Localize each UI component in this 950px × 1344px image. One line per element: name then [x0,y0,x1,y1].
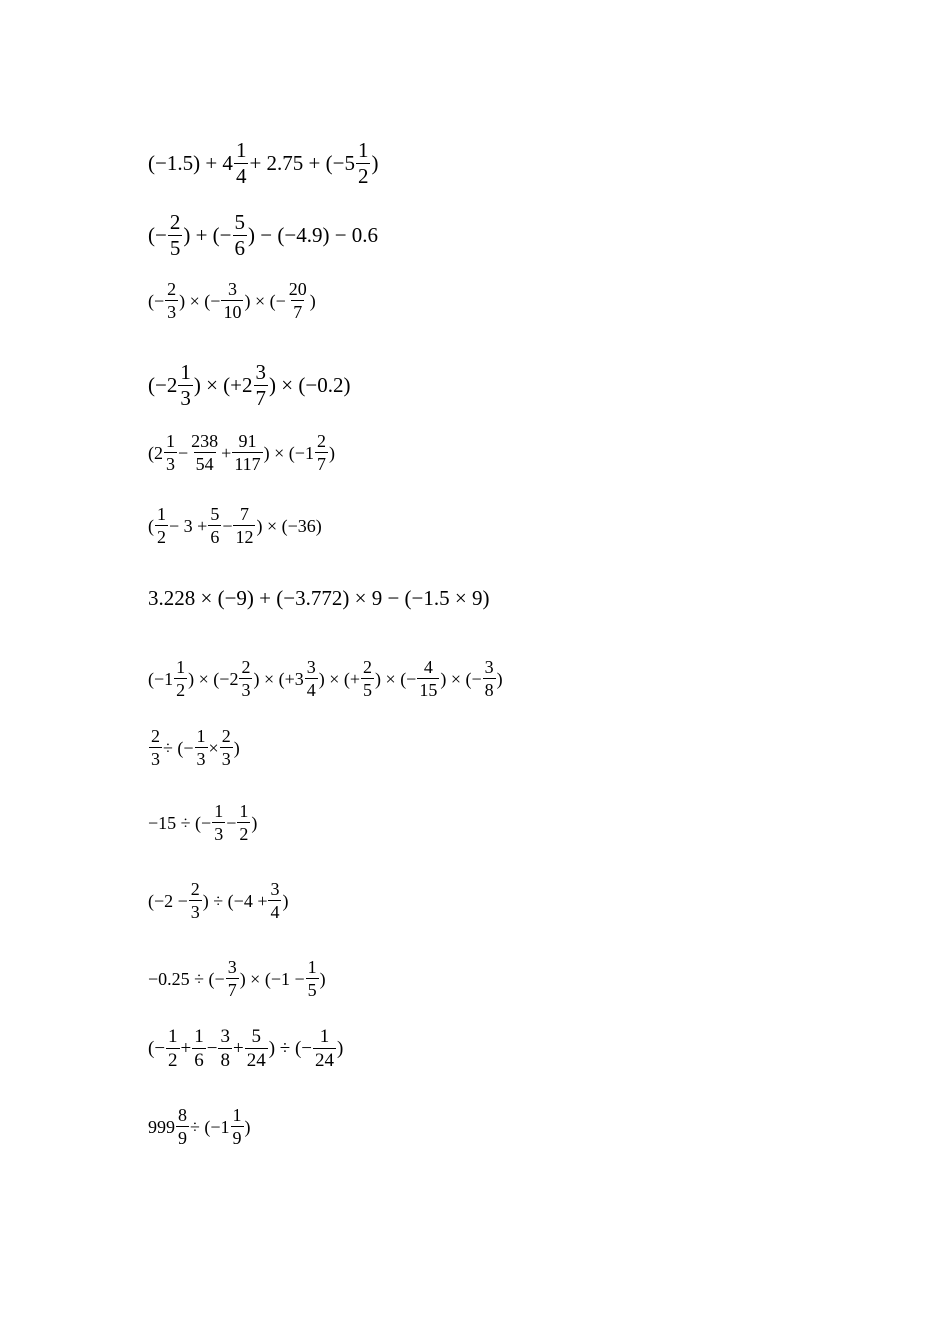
expression-text: ) [244,1116,251,1137]
fraction [164,432,177,473]
fraction [189,432,220,473]
fraction [155,505,168,546]
fraction-numerator: 4 [423,657,433,677]
fraction-denominator: 8 [484,680,494,700]
fraction [220,727,233,768]
fraction [174,658,187,699]
fraction-numerator: 1 [176,657,186,677]
fraction-denominator: 3 [151,749,160,769]
fraction [232,432,262,473]
fraction-numerator: 1 [194,1026,204,1047]
fraction [168,212,183,259]
fraction-denominator: 12 [235,527,254,547]
fraction-denominator: 2 [176,680,186,700]
fraction-denominator: 3 [190,902,200,922]
fraction-numerator: 2 [151,726,160,746]
expression-text: ) ÷ (− [268,1038,313,1059]
fraction-denominator: 2 [239,824,249,844]
fraction-numerator: 1 [319,1026,330,1047]
fraction [192,1027,206,1070]
fraction [231,1106,244,1147]
expression-text: ) × (− [375,668,417,689]
expression-text: 3.228 × (−9) + (−3.772) × 9 − (−1.5 × 9) [148,586,490,610]
fraction-denominator: 4 [270,902,280,922]
fraction [239,658,252,699]
expression-text: ÷ (−1 [190,1116,230,1137]
expression-text: (−2 [148,373,178,397]
fraction-numerator: 1 [235,138,247,162]
fraction-numerator: 1 [232,1105,242,1125]
fraction-denominator: 3 [214,824,224,844]
fraction-denominator: 10 [223,302,242,322]
fraction-denominator: 6 [194,1050,204,1071]
fraction [233,505,255,546]
expression-3 [148,280,316,321]
expression-4 [148,362,350,409]
expression-text: −0.25 ÷ (− [148,968,225,989]
fraction [212,802,225,843]
fraction-numerator: 2 [169,210,181,234]
fraction-numerator: 1 [196,726,206,746]
expression-text: − [206,1038,218,1059]
expression-text: 999 [148,1116,175,1137]
expression-11 [148,880,288,921]
fraction [287,280,309,321]
expression-text: ) + (− [183,223,232,247]
fraction [254,362,269,409]
expression-text: + 2.75 + (−5 [249,151,355,175]
expression-text: ) [496,668,503,689]
fraction-denominator: 9 [232,1128,242,1148]
expression-text: − [226,812,237,833]
fraction-numerator: 3 [270,879,280,899]
expression-6 [148,505,322,546]
expression-text: ) × (−1 − [239,968,305,989]
fraction [195,727,208,768]
fraction [178,362,193,409]
fraction-numerator: 20 [288,279,307,299]
expression-9 [148,727,240,768]
expression-12 [148,958,326,999]
fraction [165,280,178,321]
expression-7 [148,588,489,609]
fraction-numerator: 2 [167,279,177,299]
expression-text: ) × (− [179,290,221,311]
expression-text: ) × (−1 [263,442,314,463]
fraction-numerator: 5 [251,1026,261,1047]
fraction-numerator: 3 [220,1026,230,1047]
fraction-numerator: 3 [306,657,316,677]
expression-text: ) − (−4.9) − 0.6 [248,223,379,247]
fraction-numerator: 1 [239,801,249,821]
expression-text: ) [328,442,335,463]
fraction-numerator: 1 [214,801,224,821]
fraction-denominator: 24 [315,1050,335,1071]
fraction-numerator: 3 [255,360,267,384]
fraction-numerator: 1 [166,431,175,451]
expression-text: ) [319,968,326,989]
expression-text: (−2 − [148,890,188,911]
fraction-denominator: 3 [241,680,251,700]
fraction [176,1106,189,1147]
fraction [268,880,281,921]
expression-10 [148,802,257,843]
fraction-numerator: 1 [168,1026,178,1047]
fraction [315,432,328,473]
expression-2 [148,212,378,259]
expression-text: + [180,1038,192,1059]
fraction-denominator: 3 [196,749,206,769]
fraction [221,280,243,321]
fraction-numerator: 2 [221,726,231,746]
expression-text: + [232,1038,244,1059]
fraction-denominator: 6 [234,236,246,260]
fraction [417,658,439,699]
expression-text: + [221,442,232,463]
expression-8 [148,658,503,699]
fraction-denominator: 2 [168,1050,178,1071]
expression-text: (− [148,1038,166,1059]
fraction-numerator: 8 [178,1105,187,1125]
fraction [245,1027,268,1070]
fraction-numerator: 2 [363,657,373,677]
expression-text: ) [309,290,316,311]
expression-text: ) ÷ (−4 + [202,890,268,911]
fraction [237,802,250,843]
expression-text: ) [337,1038,344,1059]
expression-text: ) × (−0.2) [269,373,351,397]
fraction-denominator: 3 [167,302,177,322]
fraction-denominator: 2 [357,164,369,188]
expression-text: (−1 [148,668,174,689]
fraction-denominator: 7 [255,386,267,410]
fraction-denominator: 7 [227,980,237,1000]
expression-text: ) [371,151,379,175]
fraction-numerator: 2 [241,657,251,677]
expression-text: ) × (− [244,290,286,311]
expression-text: ) × (+3 [253,668,304,689]
expression-text: ) [251,812,258,833]
expression-text: ) × (− [440,668,482,689]
fraction-numerator: 1 [357,138,369,162]
fraction [233,212,248,259]
expression-1 [148,140,378,187]
fraction [483,658,496,699]
fraction-numerator: 7 [239,504,249,524]
expression-text: (2 [148,442,163,463]
fraction-numerator: 3 [484,657,494,677]
expression-text: ) × (+ [318,668,361,689]
fraction-numerator: 91 [238,431,257,451]
expression-5 [148,432,335,473]
fraction-denominator: 4 [235,164,247,188]
expression-text: ( [148,515,154,536]
fraction-denominator: 9 [178,1128,187,1148]
fraction-denominator: 3 [180,386,191,410]
expression-14 [148,1106,251,1147]
fraction [149,727,162,768]
expression-text: ) × (+2 [193,373,253,397]
fraction [356,140,371,187]
expression-text: × [208,737,219,758]
fraction-denominator: 2 [157,527,166,547]
fraction-denominator: 5 [363,680,373,700]
fraction-numerator: 238 [191,431,219,451]
fraction-denominator: 117 [234,454,261,474]
expression-text: ) [233,737,240,758]
expression-text: (− [148,223,167,247]
fraction-denominator: 8 [220,1050,230,1071]
expression-13 [148,1027,343,1070]
fraction [361,658,374,699]
expression-text: (−1.5) + 4 [148,151,233,175]
fraction-denominator: 4 [306,680,316,700]
expression-text: ) × (−36) [256,515,322,536]
fraction-numerator: 2 [190,879,200,899]
fraction-denominator: 54 [195,454,214,474]
fraction [306,958,319,999]
fraction-denominator: 3 [166,454,175,474]
fraction [305,658,318,699]
fraction [189,880,202,921]
fraction-numerator: 2 [316,431,326,451]
fraction-numerator: 3 [227,279,237,299]
expression-text: ) [282,890,289,911]
fraction-denominator: 15 [419,680,438,700]
expression-text: −15 ÷ (− [148,812,212,833]
fraction-numerator: 3 [227,957,237,977]
fraction-denominator: 5 [307,980,317,1000]
fraction [313,1027,336,1070]
expression-text: − [178,442,189,463]
fraction-numerator: 5 [210,504,220,524]
fraction-numerator: 1 [157,504,166,524]
fraction [226,958,239,999]
fraction-numerator: 1 [180,360,191,384]
fraction-denominator: 3 [221,749,231,769]
fraction [218,1027,232,1070]
fraction-denominator: 5 [169,236,181,260]
fraction-numerator: 1 [307,957,317,977]
fraction-denominator: 24 [246,1050,266,1071]
expression-text: − [222,515,233,536]
fraction [234,140,249,187]
fraction-denominator: 7 [293,302,303,322]
fraction [166,1027,180,1070]
expression-text: (− [148,290,165,311]
fraction-denominator: 6 [210,527,220,547]
expression-text: ÷ (− [163,737,194,758]
fraction [208,505,221,546]
expression-text: ) × (−2 [188,668,239,689]
expression-text: − 3 + [169,515,208,536]
fraction-denominator: 7 [316,454,326,474]
fraction-numerator: 5 [234,210,246,234]
